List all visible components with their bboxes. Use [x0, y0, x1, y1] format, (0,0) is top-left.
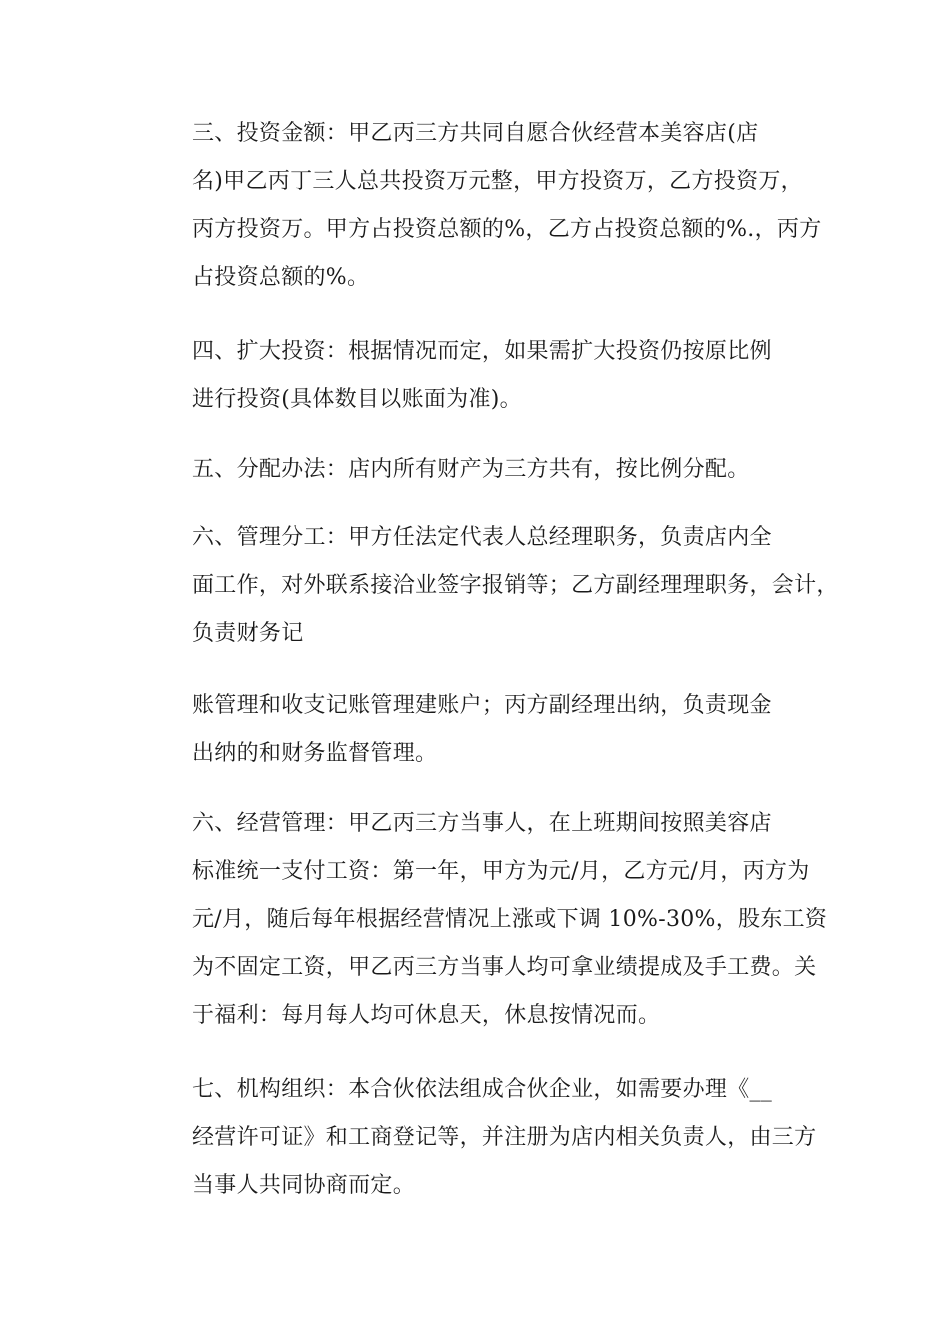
- text-line: 七、机构组织：本合伙依法组成合伙企业，如需要办理《__: [192, 1077, 773, 1102]
- text-line: 标准统一支付工资：第一年，甲方为元/月，乙方元/月，丙方为: [192, 859, 810, 884]
- paragraph-investment-amount: [144, 110, 822, 302]
- text-line: 经营许可证》和工商登记等，并注册为店内相关负责人，由三方: [192, 1125, 817, 1150]
- text-line: 于福利：每月每人均可休息天，休息按情况而。: [192, 1003, 661, 1028]
- text-line: 四、扩大投资：根据情况而定，如果需扩大投资仍按原比例: [192, 339, 772, 364]
- text-line: 六、经营管理：甲乙丙三方当事人，在上班期间按照美容店: [192, 811, 772, 836]
- paragraph-operation-management: [144, 800, 828, 1040]
- text-line: 元/月，随后每年根据经营情况上涨或下调 10%-30%，股东工资: [192, 907, 828, 932]
- paragraph-organization: [144, 1066, 817, 1210]
- text-line: 面工作，对外联系接洽业签字报销等；乙方副经理理职务，会计，: [192, 573, 839, 598]
- text-line: 名)甲乙丙丁三人总共投资万元整，甲方投资万，乙方投资万，: [192, 169, 803, 194]
- text-line: 占投资总额的%。: [192, 265, 370, 290]
- text-line: 六、管理分工：甲方任法定代表人总经理职务，负责店内全: [192, 525, 772, 550]
- text-line: 三、投资金额：甲乙丙三方共同自愿合伙经营本美容店(店: [192, 121, 759, 146]
- text-line: 负责财务记: [192, 621, 304, 646]
- text-line: 进行投资(具体数目以账面为准)。: [192, 387, 522, 412]
- text-line: 为不固定工资，甲乙丙三方当事人均可拿业绩提成及手工费。关: [192, 955, 817, 980]
- text-line: 丙方投资万。甲方占投资总额的%，乙方占投资总额的%.，丙方: [192, 217, 822, 242]
- text-line: 五、分配办法：店内所有财产为三方共有，按比例分配。: [192, 457, 750, 482]
- paragraph-expand-investment: [144, 328, 814, 424]
- text-line: 账管理和收支记账管理建账户；丙方副经理出纳，负责现金: [192, 693, 772, 718]
- paragraph-management-division: [144, 514, 839, 658]
- text-line: 当事人共同协商而定。: [192, 1173, 416, 1198]
- text-line: 出纳的和财务监督管理。: [192, 741, 438, 766]
- paragraph-distribution: [144, 446, 814, 494]
- paragraph-accounting: [144, 682, 814, 778]
